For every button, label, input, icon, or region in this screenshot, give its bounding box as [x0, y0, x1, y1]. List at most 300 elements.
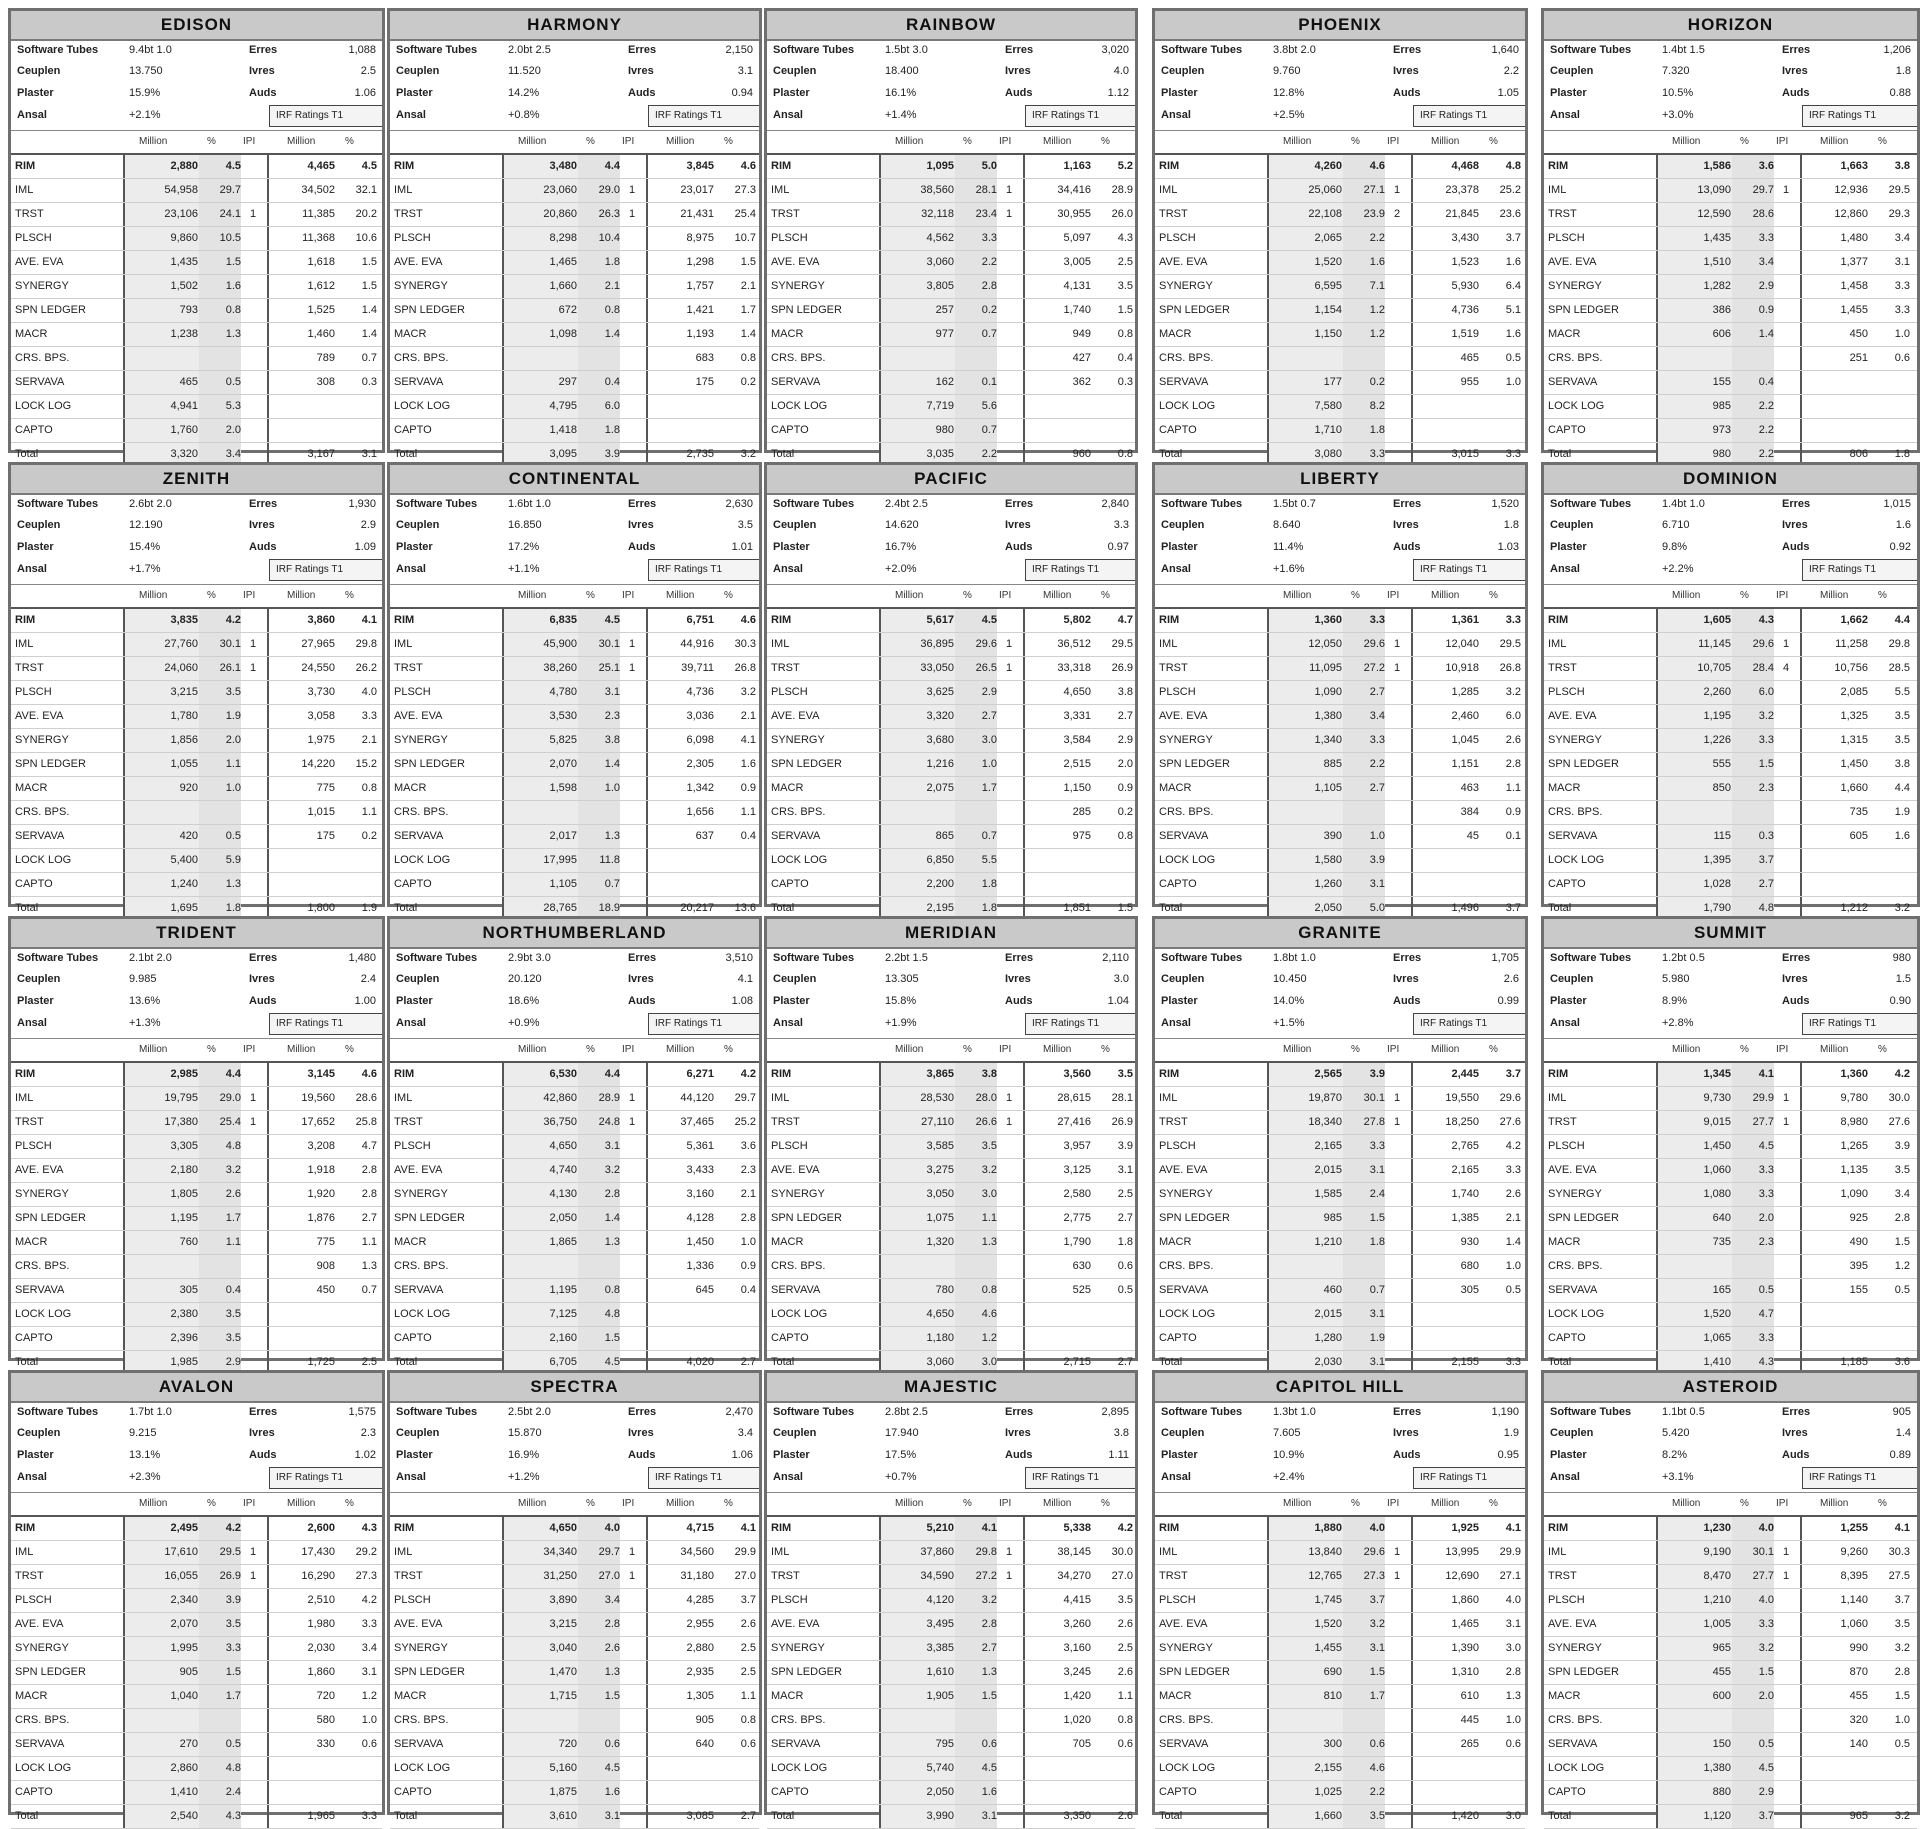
column-header: Million	[1672, 1044, 1701, 1055]
panel-title: PACIFIC	[767, 465, 1135, 495]
table-cell: 150	[1712, 1738, 1731, 1750]
table-cell: 2.2	[1758, 448, 1774, 460]
table-cell: 27,760	[164, 638, 198, 650]
info-key: Plaster	[773, 1449, 810, 1461]
column-header: Million	[1431, 1498, 1460, 1509]
table-cell: 2,775	[1063, 1212, 1091, 1224]
info-right-key: Ivres	[249, 973, 275, 985]
info-key: Ceuplen	[1161, 65, 1205, 77]
row-label: IML	[394, 1092, 413, 1104]
table-cell: 3,080	[1314, 448, 1342, 460]
table-row	[1544, 801, 1917, 825]
table-row	[11, 1135, 382, 1159]
report-panel	[1541, 8, 1920, 460]
table-cell: 3.8	[981, 1068, 997, 1080]
table-cell: 1,154	[1314, 304, 1342, 316]
table-cell: 2,050	[926, 1786, 954, 1798]
column-header: Million	[895, 1044, 924, 1055]
table-cell: 6.4	[1505, 280, 1521, 292]
table-cell: 3.4	[1894, 1188, 1910, 1200]
table-cell: 1,180	[926, 1332, 954, 1344]
table-cell: 2.7	[981, 710, 997, 722]
table-cell: 29.7	[219, 184, 241, 196]
table-cell: 1,470	[549, 1666, 577, 1678]
column-header-row	[390, 1492, 759, 1515]
column-header-row	[11, 1492, 382, 1515]
row-label: IML	[394, 638, 413, 650]
row-label: SYNERGY	[771, 1642, 825, 1654]
row-label: PLSCH	[771, 1140, 808, 1152]
table-cell: 8,395	[1840, 1570, 1868, 1582]
table-cell: 1.9	[1894, 806, 1910, 818]
table-row	[1155, 681, 1525, 705]
table-row	[11, 705, 382, 729]
table-row	[1155, 1685, 1525, 1709]
info-key: Software Tubes	[1550, 44, 1632, 56]
column-header: IPI	[1776, 136, 1789, 147]
table-cell: 1	[1005, 638, 1013, 650]
table-row	[390, 873, 759, 897]
info-value: 5.420	[1662, 1427, 1690, 1439]
table-cell: 1,805	[170, 1188, 198, 1200]
info-value: 2.6bt 2.0	[129, 498, 172, 510]
row-label: CRS. BPS.	[771, 352, 826, 364]
table-row	[767, 1231, 1135, 1255]
table-cell: 45,900	[543, 638, 577, 650]
table-cell: 29.6	[1363, 638, 1385, 650]
table-cell: 1.6	[1505, 256, 1521, 268]
row-label: SYNERGY	[771, 280, 825, 292]
row-label: IML	[771, 1546, 790, 1558]
table-row	[390, 1087, 759, 1111]
table-row	[1155, 1087, 1525, 1111]
table-cell: 12,860	[1834, 208, 1868, 220]
table-cell: 3.7	[1505, 902, 1521, 914]
row-label: PLSCH	[1548, 232, 1585, 244]
table-cell: 162	[935, 376, 954, 388]
row-label: TRST	[1159, 1116, 1188, 1128]
table-row	[390, 1231, 759, 1255]
table-row	[1544, 753, 1917, 777]
table-cell: 3,625	[926, 686, 954, 698]
table-cell: 0.6	[1369, 1738, 1385, 1750]
table-cell: 4,130	[549, 1188, 577, 1200]
table-cell: 680	[1460, 1260, 1479, 1272]
info-right-value: 3,020	[1101, 44, 1129, 56]
table-cell: 1,380	[1703, 1762, 1731, 1774]
table-cell: 5,400	[170, 854, 198, 866]
row-label: CRS. BPS.	[15, 352, 70, 364]
info-value: 17.2%	[508, 541, 540, 553]
info-right-key: Auds	[1393, 1449, 1421, 1461]
table-cell: 2.0	[1758, 1690, 1774, 1702]
table-cell: 27.3	[355, 1570, 377, 1582]
table-cell: 2.8	[1894, 1666, 1910, 1678]
table-row	[767, 633, 1135, 657]
table-cell: 4,740	[549, 1164, 577, 1176]
table-row	[1155, 777, 1525, 801]
column-header: %	[1351, 1044, 1360, 1055]
table-row	[390, 251, 759, 275]
table-cell: 2.8	[604, 1188, 620, 1200]
table-cell: 177	[1323, 376, 1342, 388]
table-row	[767, 179, 1135, 203]
table-cell: 2.7	[740, 1810, 756, 1822]
table-cell: 1,663	[1840, 160, 1868, 172]
info-right-key: Auds	[628, 1449, 656, 1461]
info-key: Plaster	[1550, 995, 1587, 1007]
info-value: +1.4%	[885, 109, 917, 121]
table-cell: 23.6	[1499, 208, 1521, 220]
table-cell: 2.6	[1117, 1666, 1133, 1678]
table-row	[767, 227, 1135, 251]
ratings-box: IRF Ratings T1	[1413, 1013, 1525, 1035]
row-label: SPN LEDGER	[771, 1666, 842, 1678]
table-cell: 3,560	[1063, 1068, 1091, 1080]
table-cell: 645	[695, 1284, 714, 1296]
table-cell: 4.0	[1505, 1594, 1521, 1606]
column-header-row	[390, 1038, 759, 1061]
info-key: Ansal	[773, 1017, 803, 1029]
table-cell: 640	[695, 1738, 714, 1750]
column-header: Million	[518, 136, 547, 147]
table-cell: 0.4	[740, 830, 756, 842]
table-cell: 0.8	[1117, 1714, 1133, 1726]
table-cell: 1	[628, 184, 636, 196]
table-row	[1155, 1781, 1525, 1805]
table-cell: 2.5	[1117, 256, 1133, 268]
table-cell: 3,331	[1063, 710, 1091, 722]
table-cell: 3,035	[926, 448, 954, 460]
table-row	[1155, 1757, 1525, 1781]
table-cell: 1,421	[686, 304, 714, 316]
table-cell: 34,270	[1057, 1570, 1091, 1582]
table-row	[1155, 849, 1525, 873]
row-label: LOCK LOG	[394, 1762, 451, 1774]
table-row	[767, 1255, 1135, 1279]
table-cell: 34,590	[920, 1570, 954, 1582]
table-row	[1155, 1231, 1525, 1255]
ratings-box: IRF Ratings T1	[1802, 1013, 1917, 1035]
info-value: 14.620	[885, 519, 919, 531]
row-label: SERVAVA	[1159, 1738, 1209, 1750]
table-cell: 1.6	[981, 1786, 997, 1798]
row-label: TRST	[1159, 1570, 1188, 1582]
table-cell: 9,860	[170, 232, 198, 244]
table-row	[1544, 849, 1917, 873]
table-row	[767, 1733, 1135, 1757]
ratings-box: IRF Ratings T1	[648, 1013, 759, 1035]
table-cell: 3.8	[604, 734, 620, 746]
info-right-key: Erres	[1782, 1406, 1811, 1418]
column-header: Million	[139, 136, 168, 147]
table-cell: 384	[1460, 806, 1479, 818]
row-label: SERVAVA	[394, 1738, 444, 1750]
table-cell: 1.2	[1894, 1260, 1910, 1272]
table-cell: 3,385	[926, 1642, 954, 1654]
info-key: Software Tubes	[396, 952, 478, 964]
table-cell: 1	[1393, 638, 1401, 650]
table-cell: 1.5	[981, 1690, 997, 1702]
info-right-value: 1,575	[348, 1406, 376, 1418]
info-key: Software Tubes	[17, 44, 99, 56]
table-cell: 1.0	[1505, 1260, 1521, 1272]
row-label: TRST	[771, 1570, 800, 1582]
table-cell: 2.3	[1758, 1236, 1774, 1248]
report-panel	[8, 916, 385, 1368]
table-cell: 1	[1005, 184, 1013, 196]
table-cell: 257	[935, 304, 954, 316]
table-row	[11, 633, 382, 657]
table-row	[11, 1661, 382, 1685]
table-cell: 15.2	[355, 758, 377, 770]
table-cell: 1	[1782, 1116, 1790, 1128]
info-value: 1.3bt 1.0	[1273, 1406, 1316, 1418]
info-right-value: 2.3	[360, 1427, 376, 1439]
table-cell: 1,496	[1451, 902, 1479, 914]
table-row	[1544, 705, 1917, 729]
table-cell: 3.2	[981, 1594, 997, 1606]
info-value: 1.7bt 1.0	[129, 1406, 172, 1418]
row-label: SERVAVA	[394, 1284, 444, 1296]
table-row	[11, 323, 382, 347]
row-label: SPN LEDGER	[15, 1666, 86, 1678]
row-label: Total	[394, 1810, 418, 1822]
info-key: Software Tubes	[773, 952, 855, 964]
table-cell: 3.9	[1369, 1068, 1385, 1080]
table-cell: 973	[1712, 424, 1731, 436]
column-header: %	[345, 1498, 354, 1509]
table-row	[11, 371, 382, 395]
table-cell: 3.7	[1369, 1594, 1385, 1606]
table-cell: 1	[1782, 184, 1790, 196]
info-value: 15.8%	[885, 995, 917, 1007]
row-label: TRST	[1548, 1570, 1577, 1582]
table-row	[11, 1063, 382, 1087]
table-cell: 1,435	[1703, 232, 1731, 244]
info-key: Ceuplen	[1550, 519, 1594, 531]
info-right-value: 3.4	[737, 1427, 753, 1439]
table-row	[11, 1231, 382, 1255]
table-cell: 44,916	[680, 638, 714, 650]
table-cell: 3.3	[1758, 1332, 1774, 1344]
table-cell: 1,745	[1314, 1594, 1342, 1606]
panel-title: RAINBOW	[767, 11, 1135, 41]
table-cell: 1.0	[1894, 1714, 1910, 1726]
column-header: %	[1101, 136, 1110, 147]
table-cell: 4,736	[1451, 304, 1479, 316]
table-cell: 850	[1712, 782, 1731, 794]
info-key: Software Tubes	[1161, 952, 1243, 964]
table-cell: 0.2	[1369, 376, 1385, 388]
table-cell: 1.3	[981, 1236, 997, 1248]
info-right-value: 4.0	[1113, 65, 1129, 77]
table-cell: 3.8	[1894, 160, 1910, 172]
table-cell: 0.6	[1117, 1738, 1133, 1750]
table-cell: 3,208	[307, 1140, 335, 1152]
table-cell: 885	[1323, 758, 1342, 770]
table-row	[1544, 1327, 1917, 1351]
row-label: Total	[1548, 1810, 1572, 1822]
info-key: Software Tubes	[17, 498, 99, 510]
table-cell: 0.2	[1117, 806, 1133, 818]
table-cell: 0.6	[981, 1738, 997, 1750]
info-key: Ceuplen	[396, 519, 440, 531]
table-cell: 29.6	[1499, 1092, 1521, 1104]
table-row	[1155, 873, 1525, 897]
panel-table	[11, 155, 382, 467]
info-right-key: Auds	[1782, 1449, 1810, 1461]
table-cell: 955	[1460, 376, 1479, 388]
table-row	[1155, 1111, 1525, 1135]
info-right-value: 2.4	[360, 973, 376, 985]
row-label: Total	[15, 1810, 39, 1822]
row-label: SYNERGY	[394, 734, 448, 746]
info-key: Ansal	[1550, 563, 1580, 575]
table-cell: 1.1	[740, 1690, 756, 1702]
table-cell: 3,480	[549, 160, 577, 172]
row-label: MACR	[1159, 1690, 1192, 1702]
table-cell: 1	[249, 1570, 257, 1582]
panel-table	[1155, 1063, 1525, 1375]
table-row	[1544, 1087, 1917, 1111]
table-cell: 7,125	[549, 1308, 577, 1320]
row-label: RIM	[771, 160, 792, 172]
table-cell: 11,368	[302, 232, 335, 244]
table-cell: 4.8	[225, 1140, 241, 1152]
table-cell: 4.1	[361, 614, 377, 626]
table-cell: 20,860	[543, 208, 577, 220]
row-label: SYNERGY	[1159, 280, 1213, 292]
info-value: 1.8bt 1.0	[1273, 952, 1316, 964]
table-cell: 4.6	[740, 614, 756, 626]
table-cell: 390	[1323, 830, 1342, 842]
row-label: SERVAVA	[1159, 1284, 1209, 1296]
table-cell: 17,995	[543, 854, 577, 866]
info-right-value: 0.99	[1497, 995, 1519, 1007]
table-cell: 6,595	[1314, 280, 1342, 292]
table-cell: 9,015	[1703, 1116, 1731, 1128]
info-right-key: Ivres	[249, 65, 275, 77]
table-cell: 27.2	[975, 1570, 997, 1582]
table-cell: 0.5	[225, 830, 241, 842]
row-label: IML	[1159, 638, 1178, 650]
table-cell: 26.9	[219, 1570, 241, 1582]
table-cell: 3.0	[981, 1356, 997, 1368]
column-header: %	[1101, 1044, 1110, 1055]
table-cell: 2,305	[686, 758, 714, 770]
table-row	[1544, 777, 1917, 801]
row-label: CRS. BPS.	[1159, 806, 1214, 818]
table-cell: 2,460	[1451, 710, 1479, 722]
table-cell: 38,560	[920, 184, 954, 196]
table-cell: 2,015	[1314, 1308, 1342, 1320]
table-cell: 1	[1393, 1116, 1401, 1128]
table-cell: 1	[1005, 1546, 1013, 1558]
report-panel	[1541, 916, 1920, 1368]
table-cell: 0.5	[225, 376, 241, 388]
table-cell: 3.3	[1505, 448, 1521, 460]
info-right-value: 2,840	[1101, 498, 1129, 510]
table-cell: 1	[628, 1546, 636, 1558]
info-value: 8.9%	[1662, 995, 1688, 1007]
panel-title: DOMINION	[1544, 465, 1917, 495]
table-cell: 362	[1072, 376, 1091, 388]
row-label: CRS. BPS.	[771, 806, 826, 818]
table-cell: 1,212	[1840, 902, 1868, 914]
table-cell: 1,065	[1703, 1332, 1731, 1344]
info-key: Ansal	[1161, 563, 1191, 575]
row-label: RIM	[15, 160, 36, 172]
table-cell: 3,245	[1063, 1666, 1091, 1678]
table-cell: 1.5	[1117, 902, 1133, 914]
info-right-value: 1.8	[1895, 65, 1911, 77]
info-key: Ceuplen	[773, 1427, 817, 1439]
table-row	[1544, 371, 1917, 395]
table-cell: 4,285	[686, 1594, 714, 1606]
table-cell: 4.8	[225, 1762, 241, 1774]
table-cell: 1.4	[361, 304, 377, 316]
table-cell: 3,890	[549, 1594, 577, 1606]
table-cell: 0.6	[1894, 352, 1910, 364]
table-cell: 990	[1849, 1642, 1868, 1654]
column-header: Million	[1283, 590, 1312, 601]
info-right-key: Erres	[1005, 952, 1034, 964]
table-cell: 2.6	[1505, 1188, 1521, 1200]
info-right-value: 905	[1892, 1406, 1911, 1418]
table-cell: 2,155	[1314, 1762, 1342, 1774]
row-label: SYNERGY	[15, 280, 69, 292]
info-right-value: 1,705	[1491, 952, 1519, 964]
row-label: MACR	[1548, 782, 1581, 794]
panel-table	[1544, 1063, 1917, 1375]
table-cell: 6,530	[549, 1068, 577, 1080]
row-label: AVE. EVA	[1159, 1618, 1208, 1630]
table-row	[390, 1063, 759, 1087]
row-label: SERVAVA	[1548, 830, 1598, 842]
table-cell: 5,825	[549, 734, 577, 746]
table-cell: 1,260	[1314, 878, 1342, 890]
table-row	[1544, 873, 1917, 897]
column-header: IPI	[622, 136, 635, 147]
table-row	[767, 1637, 1135, 1661]
table-cell: 1,450	[1840, 758, 1868, 770]
table-cell: 455	[1712, 1666, 1731, 1678]
info-key: Ceuplen	[17, 519, 61, 531]
table-cell: 1.1	[361, 1236, 377, 1248]
table-cell: 26.9	[1111, 662, 1133, 674]
report-panel	[387, 1370, 762, 1822]
info-right-value: 2,895	[1101, 1406, 1129, 1418]
table-cell: 3.1	[1894, 256, 1910, 268]
table-cell: 450	[316, 1284, 335, 1296]
panel-table	[767, 1063, 1135, 1375]
row-label: CAPTO	[15, 1332, 53, 1344]
table-cell: 1,465	[1451, 1618, 1479, 1630]
row-label: AVE. EVA	[771, 1618, 820, 1630]
report-panel	[764, 462, 1138, 914]
table-row	[767, 753, 1135, 777]
row-label: RIM	[1548, 614, 1569, 626]
table-row	[390, 1637, 759, 1661]
table-row	[1544, 1685, 1917, 1709]
table-cell: 3,320	[170, 448, 198, 460]
table-cell: 4,465	[307, 160, 335, 172]
table-cell: 5,361	[686, 1140, 714, 1152]
row-label: PLSCH	[1548, 686, 1585, 698]
table-cell: 810	[1323, 1690, 1342, 1702]
table-cell: 2.3	[740, 1164, 756, 1176]
